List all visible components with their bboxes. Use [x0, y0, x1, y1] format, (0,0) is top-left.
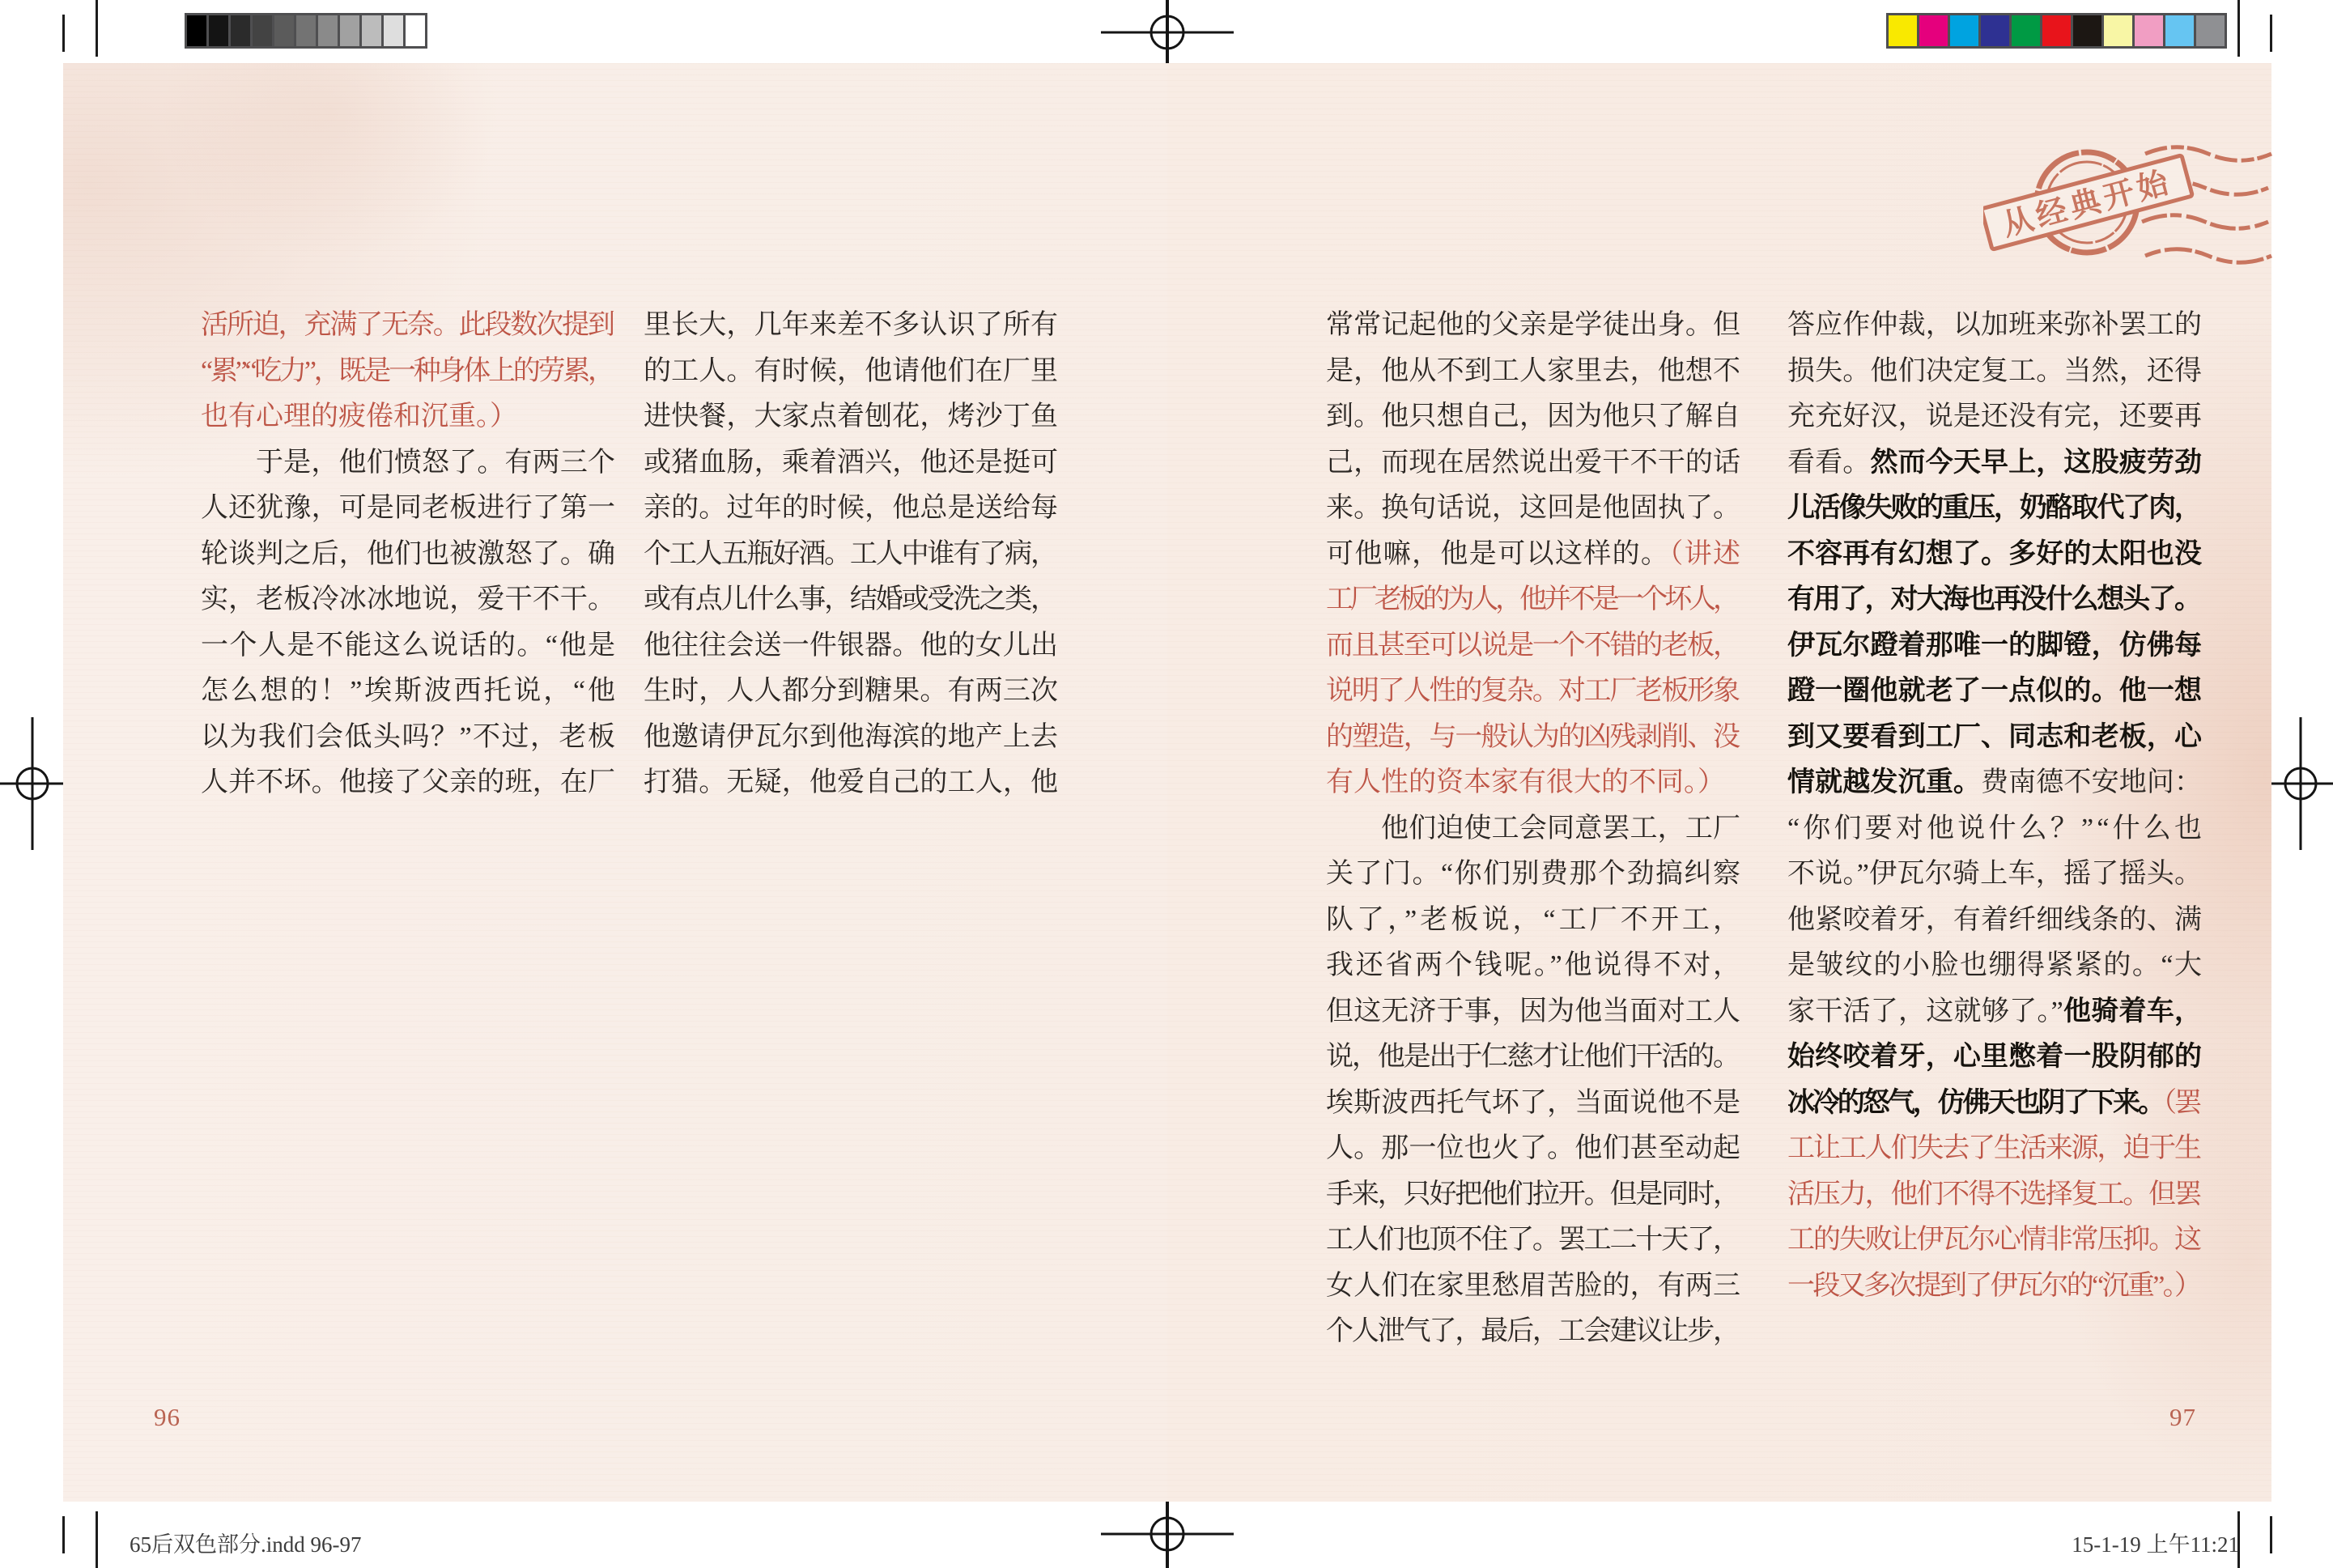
text-line	[1787, 989, 2202, 1035]
text-run: 他往往会送一件银器。他的女儿出	[644, 630, 1059, 661]
text-run: 关了门。“你们别费那个劲搞纠察	[1326, 859, 1742, 889]
text-line	[201, 715, 615, 761]
crop-mark	[62, 1516, 65, 1553]
text-line	[1787, 486, 2202, 532]
text-run: （罢	[2163, 1087, 2199, 1118]
text-line	[1787, 669, 2202, 715]
crop-mark	[96, 1511, 98, 1568]
text-line	[1787, 1035, 2202, 1081]
text-run: 有用了，对大海也再没什么想头了。	[1787, 584, 2200, 614]
grayscale-swatch	[253, 15, 272, 46]
text-line	[644, 349, 1058, 395]
text-run: “累”“吃力”，既是一种身体上的劳累，	[201, 355, 613, 386]
text-run: 女人们在家里愁眉苦脸的，有两三	[1326, 1270, 1741, 1301]
text-line	[1326, 1264, 1740, 1310]
text-run: 一个人是不能这么说话的。“他是	[201, 630, 617, 661]
text-line	[1326, 577, 1740, 623]
text-line	[1326, 1126, 1740, 1172]
text-run: 说明了人性的复杂。对工厂老板形象	[1326, 676, 1739, 706]
text-run: 家干活了，这就够了。”	[1787, 996, 2063, 1026]
text-run: 是，他从不到工人家里去，他想不	[1326, 355, 1741, 386]
text-run: 实，老板冷冰冰地说，爱干不干。	[201, 584, 616, 614]
text-run: 也有心理的疲倦和沉重。）	[201, 402, 517, 431]
text-run: 但这无济于事，因为他当面对工人	[1326, 996, 1741, 1026]
crop-mark	[62, 15, 65, 52]
text-line	[1326, 1035, 1740, 1081]
text-run: 可他嘛，他是可以这样的。	[1326, 538, 1670, 569]
text-line	[1326, 349, 1740, 395]
text-run: 工人们也顶不住了。罢工二十天了，	[1326, 1225, 1739, 1255]
text-line	[201, 669, 618, 715]
text-run: （讲述	[1669, 538, 1742, 569]
classics-stamp	[1983, 97, 2275, 291]
text-run: 的工人。有时候，他请他们在厂里	[644, 355, 1059, 386]
footer-filename: 65后双色部分.indd 96-97	[130, 1532, 362, 1557]
color-bar	[1886, 13, 2227, 49]
text-run: 来。换句话说，这回是他固执了。	[1326, 493, 1741, 523]
text-line	[201, 394, 615, 440]
color-swatch	[2104, 15, 2132, 46]
crop-mark	[96, 0, 98, 57]
text-run: 充充好汉，说是还没有完，还要再	[1787, 402, 2203, 431]
text-line	[201, 303, 615, 349]
text-run: 工让工人们失去了生活来源，迫于生	[1787, 1133, 2200, 1163]
text-line	[1787, 394, 2202, 440]
text-line	[1787, 898, 2202, 944]
page-number-left: 96	[154, 1403, 181, 1431]
text-run: 人。那一位也火了。他们甚至动起	[1326, 1133, 1741, 1163]
text-line	[644, 303, 1058, 349]
grayscale-swatch	[231, 15, 250, 46]
text-line	[1326, 806, 1740, 852]
text-run: 答应作仲裁，以加班来弥补罢工的	[1787, 310, 2203, 340]
text-line	[201, 760, 615, 806]
text-line	[644, 394, 1058, 440]
grayscale-swatch	[340, 15, 359, 46]
text-column	[201, 303, 618, 806]
text-line	[1787, 852, 2202, 898]
grayscale-swatch	[274, 15, 294, 46]
text-run: 他邀请伊瓦尔到他海滨的地产上去	[644, 721, 1059, 752]
text-run: 不说。”伊瓦尔骑上车，摇了摇头。	[1787, 859, 2203, 889]
footer-timestamp: 15-1-19 上午11:21	[2072, 1532, 2239, 1557]
text-line	[644, 486, 1058, 532]
text-line	[201, 440, 615, 487]
text-line	[1326, 1172, 1740, 1218]
text-line	[1326, 669, 1740, 715]
text-run: 儿活像失败的重压，奶酪取代了肉，	[1787, 493, 2200, 523]
text-run: 他骑着车，	[2063, 996, 2203, 1026]
crop-mark	[2237, 0, 2240, 57]
text-run: 情就越发沉重。	[1787, 767, 1981, 797]
text-column	[644, 303, 1058, 806]
text-run: 己，而现在居然说出爱干不干的话	[1326, 447, 1741, 478]
text-run: 个工人五瓶好酒。工人中谁有了病，	[644, 538, 1056, 569]
text-line	[644, 760, 1058, 806]
text-run: 的塑造，与一般认为的凶残剥削、没	[1326, 721, 1739, 752]
stamp-text: 从经典开始	[1999, 164, 2176, 244]
text-line	[201, 532, 615, 578]
registration-mark-right	[2268, 717, 2333, 850]
color-swatch	[2073, 15, 2101, 46]
text-run: 进快餐，大家点着刨花，烤沙丁鱼	[644, 402, 1059, 431]
text-line	[1326, 623, 1740, 669]
text-line	[201, 486, 615, 532]
text-line	[1787, 1081, 2202, 1127]
color-swatch	[2196, 15, 2225, 46]
text-line	[1326, 760, 1740, 806]
registration-mark-bottom	[1101, 1496, 1234, 1568]
text-run: 损失。他们决定复工。当然，还得	[1787, 355, 2203, 386]
text-line	[644, 532, 1058, 578]
text-line	[644, 669, 1058, 715]
text-line	[201, 623, 615, 669]
text-run: 一段又多次提到了伊瓦尔的“沉重”。）	[1787, 1270, 2200, 1301]
book-spread	[63, 63, 2271, 1502]
text-line	[1787, 1264, 2202, 1310]
text-run: 蹬一圈他就老了一点似的。他一想	[1787, 676, 2203, 706]
text-line	[644, 623, 1058, 669]
text-run: 我还省两个钱呢。”他说得不对，	[1326, 950, 1743, 980]
text-run: 他紧咬着牙，有着纤细线条的、满	[1787, 904, 2203, 935]
text-line	[1787, 349, 2202, 395]
text-run: 始终咬着牙，心里憋着一股阴郁的	[1787, 1042, 2203, 1072]
text-run: 人并不坏。他接了父亲的班，在厂	[201, 767, 616, 797]
text-run: 埃斯波西托气坏了，当面说他不是	[1326, 1087, 1741, 1118]
text-line	[644, 440, 1058, 487]
color-swatch	[2135, 15, 2163, 46]
text-run: 到又要看到工厂、同志和老板，心	[1787, 721, 2203, 752]
text-run: 到。他只想自己，因为他只了解自	[1326, 402, 1741, 431]
text-run: 有人性的资本家有很大的不同。）	[1326, 767, 1725, 797]
text-run: 以为我们会低头吗？”不过，老板	[201, 721, 617, 752]
text-run: 或猪血肠，乘着酒兴，他还是挺可	[644, 447, 1059, 478]
text-line	[1326, 852, 1740, 898]
text-line	[1326, 394, 1740, 440]
color-swatch	[2165, 15, 2194, 46]
color-swatch	[2012, 15, 2040, 46]
text-column	[1326, 303, 1744, 1355]
color-swatch	[1889, 15, 1917, 46]
crop-mark	[2270, 15, 2272, 52]
text-run: “你们要对他说什么？”“什么也	[1787, 813, 2206, 843]
text-line	[1787, 303, 2202, 349]
text-line	[1787, 806, 2206, 852]
crop-mark	[2270, 1516, 2272, 1553]
text-line	[1787, 577, 2202, 623]
registration-mark-left	[0, 717, 65, 850]
text-run: 轮谈判之后，他们也被激怒了。确	[201, 538, 616, 569]
color-swatch	[1950, 15, 1978, 46]
text-run: 看看。	[1787, 447, 1871, 478]
text-run: 活压力，他们不得不选择复工。但罢	[1787, 1179, 2200, 1209]
grayscale-swatch	[187, 15, 206, 46]
grayscale-swatch	[318, 15, 338, 46]
text-run: 工厂老板的为人，他并不是一个坏人，	[1326, 584, 1737, 614]
grayscale-bar	[185, 13, 427, 49]
text-line	[1326, 1309, 1740, 1355]
text-run: 是皱纹的小脸也绷得紧紧的。“大	[1787, 950, 2203, 980]
text-run: 队了，”老板说，“工厂不开工，	[1326, 904, 1744, 935]
color-swatch	[1919, 15, 1948, 46]
page-number-right: 97	[2169, 1403, 2196, 1431]
text-line	[201, 577, 615, 623]
text-run: 生时，人人都分到糖果。有两三次	[644, 676, 1059, 706]
text-run: 他们迫使工会同意罢工，工厂	[1381, 813, 1741, 843]
text-run: 个人泄气了，最后，工会建议让步，	[1326, 1316, 1739, 1346]
text-line	[1787, 532, 2202, 578]
text-line	[1326, 440, 1740, 487]
text-run: 于是，他们愤怒了。有两三个	[256, 447, 616, 478]
text-line	[1326, 1081, 1740, 1127]
text-line	[1326, 532, 1740, 578]
grayscale-swatch	[209, 15, 228, 46]
text-line	[644, 577, 1058, 623]
text-run: 不容再有幻想了。多好的太阳也没	[1787, 538, 2203, 569]
text-line	[1326, 898, 1744, 944]
text-line	[1787, 623, 2202, 669]
text-run: 人还犹豫，可是同老板进行了第一	[201, 493, 616, 523]
grayscale-swatch	[296, 15, 316, 46]
text-line	[1787, 943, 2202, 989]
text-line	[1787, 440, 2202, 487]
text-line	[201, 349, 615, 395]
text-run: 手来，只好把他们拉开。但是同时，	[1326, 1179, 1739, 1209]
text-run: 亲的。过年的时候，他总是送给每	[644, 493, 1059, 523]
text-line	[1787, 715, 2202, 761]
text-line	[1326, 303, 1740, 349]
color-swatch	[1981, 15, 2009, 46]
registration-mark-top	[1101, 0, 1234, 73]
color-swatch	[2042, 15, 2071, 46]
text-column	[1787, 303, 2206, 1309]
text-run: 活所迫，充满了无奈。此段数次提到	[201, 310, 614, 340]
text-line	[1326, 1217, 1740, 1264]
text-run: 常常记起他的父亲是学徒出身。但	[1326, 310, 1741, 340]
text-run: 然而今天早上，这股疲劳劲	[1870, 447, 2203, 478]
text-run: 工的失败让伊瓦尔心情非常压抑。这	[1787, 1225, 2200, 1255]
text-line	[644, 715, 1058, 761]
text-line	[1787, 1217, 2202, 1264]
text-run: 里长大，几年来差不多认识了所有	[644, 310, 1059, 340]
grayscale-swatch	[384, 15, 403, 46]
text-line	[1787, 1126, 2202, 1172]
text-line	[1787, 1172, 2202, 1218]
text-run: 而且甚至可以说是一个不错的老板，	[1326, 630, 1739, 661]
text-run: 怎么想的！”埃斯波西托说，“他	[201, 676, 618, 706]
text-run: 打猎。无疑，他爱自己的工人，他	[644, 767, 1059, 797]
text-run: 或有点儿什么事，结婚或受洗之类，	[644, 584, 1056, 614]
text-line	[1787, 760, 2202, 806]
text-line	[1326, 486, 1740, 532]
text-run: 说，他是出于仁慈才让他们干活的。	[1326, 1042, 1739, 1072]
text-line	[1326, 715, 1740, 761]
grayscale-swatch	[406, 15, 425, 46]
grayscale-swatch	[362, 15, 381, 46]
text-run: 伊瓦尔蹬着那唯一的脚镫，仿佛每	[1787, 630, 2203, 661]
text-run: 冰冷的怒气，仿佛天也阴了下来。	[1787, 1087, 2164, 1118]
text-run: 费南德不安地问：	[1981, 767, 2203, 797]
text-line	[1326, 989, 1740, 1035]
text-line	[1326, 943, 1743, 989]
